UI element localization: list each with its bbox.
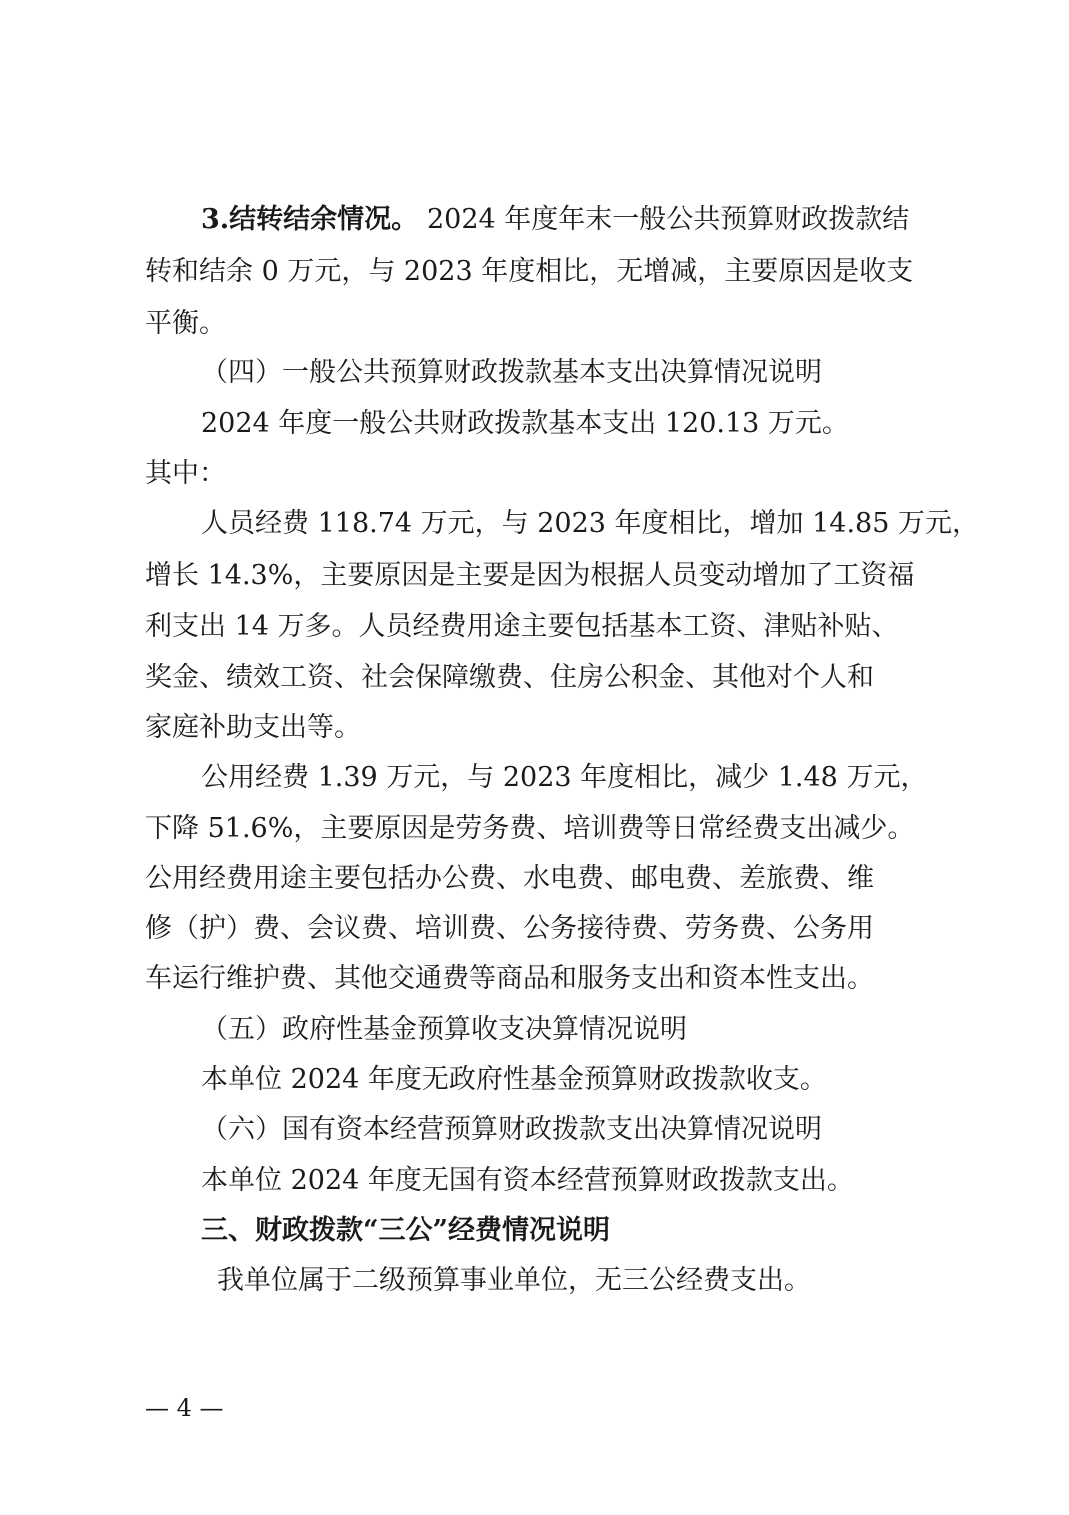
carryover-line-3 (0, 302, 1069, 346)
gov-fund-body (0, 1058, 1069, 1102)
state-capital-heading (0, 1108, 1069, 1152)
public-line-text: 车运行维护费、其他交通费等商品和服务支出和资本性支出。 (145, 963, 874, 994)
carryover-line-1 (0, 198, 1069, 242)
basic-expenditure-heading (0, 351, 1069, 395)
gov-fund-heading (0, 1008, 1069, 1052)
state-capital-body (0, 1159, 1069, 1203)
carryover-line-3-text: 平衡。 (145, 308, 226, 339)
carryover-lead: 3.结转结余情况。 (201, 204, 419, 235)
three-public-heading-text: 三、财政拨款“三公”经费情况说明 (201, 1215, 611, 1246)
public-line-text: 下降 51.6%，主要原因是劳务费、培训费等日常经费支出减少。 (145, 813, 915, 844)
public-line (0, 756, 1069, 800)
public-line-text: 修（护）费、会议费、培训费、公务接待费、劳务费、公务用 (145, 913, 874, 944)
public-line (0, 857, 1069, 901)
page-number (0, 1388, 1069, 1428)
basic-expenditure-intro-text: 2024 年度一般公共财政拨款基本支出 120.13 万元。 (201, 408, 849, 439)
personnel-line (0, 605, 1069, 649)
carryover-line-2-text: 转和结余 0 万元，与 2023 年度相比，无增减，主要原因是收支 (145, 256, 914, 287)
three-public-heading (0, 1209, 1069, 1253)
personnel-line (0, 502, 1069, 546)
personnel-line-text: 家庭补助支出等。 (145, 712, 361, 743)
state-capital-heading-text: （六）国有资本经营预算财政拨款支出决算情况说明 (201, 1114, 822, 1145)
page-number-text: — 4 — (145, 1394, 224, 1422)
three-public-body-text: 我单位属于二级预算事业单位，无三公经费支出。 (217, 1265, 811, 1296)
personnel-line-text: 人员经费 118.74 万元，与 2023 年度相比，增加 14.85 万元， (201, 508, 979, 539)
personnel-line-text: 奖金、绩效工资、社会保障缴费、住房公积金、其他对个人和 (145, 662, 874, 693)
carryover-line-2 (0, 250, 1069, 294)
personnel-line-text: 利支出 14 万多。人员经费用途主要包括基本工资、津贴补贴、 (145, 611, 899, 642)
gov-fund-heading-text: （五）政府性基金预算收支决算情况说明 (201, 1014, 687, 1045)
personnel-line (0, 554, 1069, 598)
basic-expenditure-intro-2 (0, 452, 1069, 496)
gov-fund-body-text: 本单位 2024 年度无政府性基金预算财政拨款收支。 (201, 1064, 827, 1095)
public-line-text: 公用经费 1.39 万元，与 2023 年度相比，减少 1.48 万元， (201, 762, 928, 793)
public-line (0, 807, 1069, 851)
personnel-line-text: 增长 14.3%，主要原因是主要是因为根据人员变动增加了工资福 (145, 560, 915, 591)
state-capital-body-text: 本单位 2024 年度无国有资本经营预算财政拨款支出。 (201, 1165, 854, 1196)
basic-expenditure-intro-2-text: 其中： (145, 458, 226, 489)
basic-expenditure-intro (0, 402, 1069, 446)
personnel-line (0, 656, 1069, 700)
public-line-text: 公用经费用途主要包括办公费、水电费、邮电费、差旅费、维 (145, 863, 874, 894)
basic-expenditure-heading-text: （四）一般公共预算财政拨款基本支出决算情况说明 (201, 357, 822, 388)
three-public-body (0, 1259, 1069, 1303)
personnel-line (0, 706, 1069, 750)
public-line (0, 907, 1069, 951)
public-line (0, 957, 1069, 1001)
carryover-line-1-text: 2024 年度年末一般公共预算财政拨款结 (427, 204, 910, 235)
